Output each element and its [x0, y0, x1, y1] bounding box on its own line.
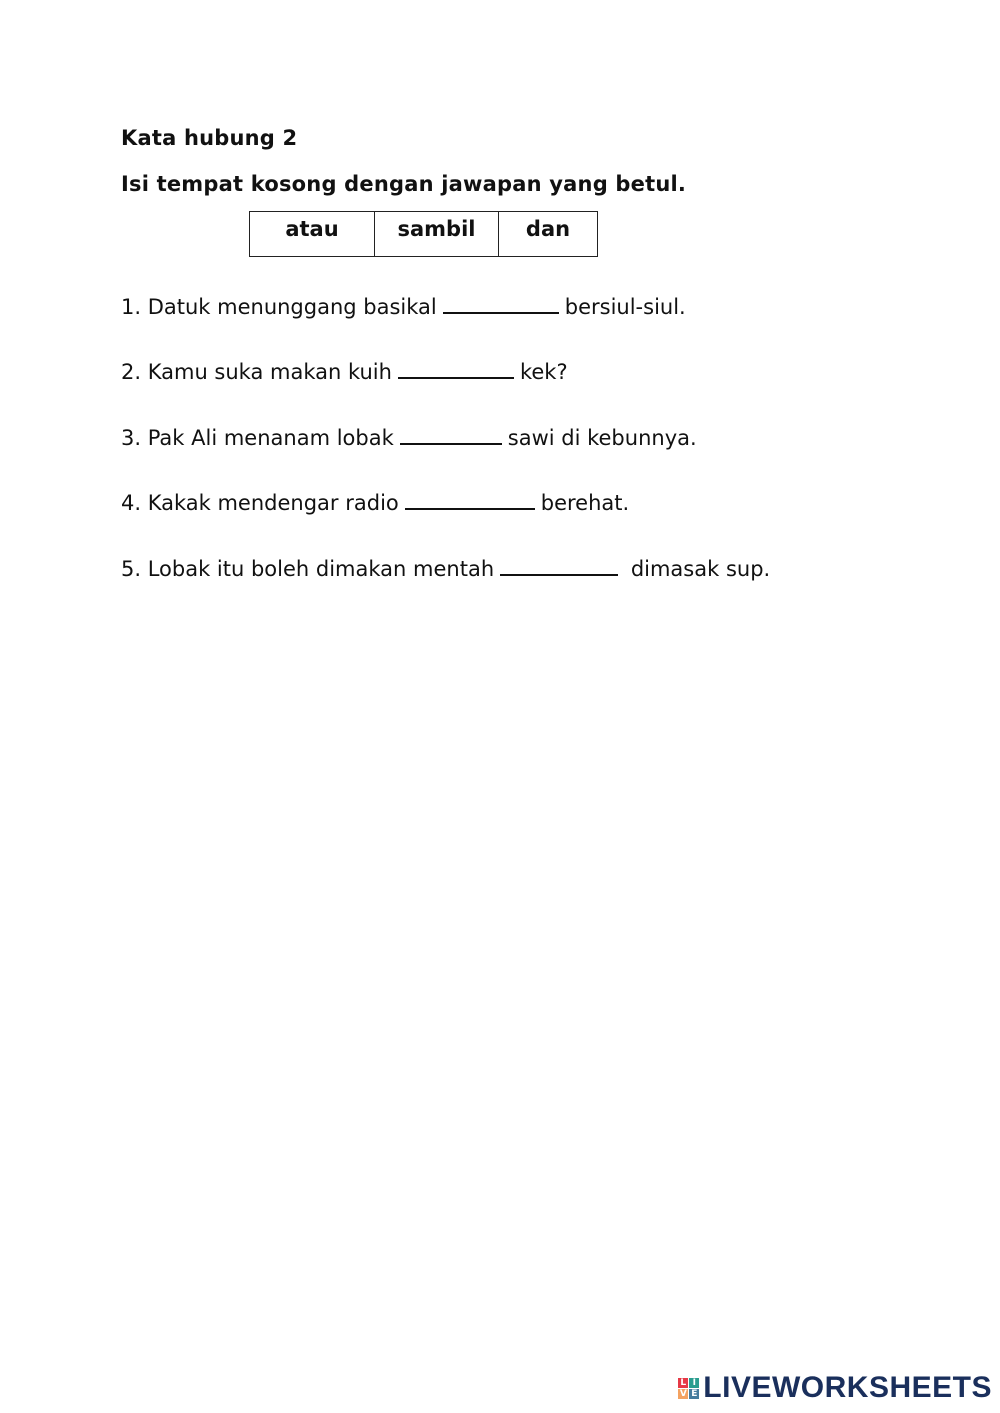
question-4	[121, 490, 629, 515]
word-bank-item-dan: dan	[499, 212, 598, 257]
question-5-after: dimasak sup.	[624, 557, 771, 581]
word-bank-table	[249, 211, 598, 257]
logo-letter-e: E	[691, 1388, 698, 1399]
worksheet-title: Kata hubung 2	[121, 126, 298, 150]
question-1	[121, 294, 686, 319]
word-bank-item-sambil: sambil	[375, 212, 499, 257]
logo-letter-l: L	[678, 1378, 688, 1388]
question-1-before: 1. Datuk menunggang basikal	[121, 295, 437, 319]
liveworksheets-logo	[678, 1371, 992, 1405]
worksheet-instruction: Isi tempat kosong dengan jawapan yang betul.	[121, 172, 687, 196]
question-4-before: 4. Kakak mendengar radio	[121, 491, 399, 515]
question-1-blank[interactable]	[443, 294, 559, 314]
word-bank-item-atau: atau	[250, 212, 375, 257]
question-5	[121, 556, 770, 581]
logo-letter-i: I	[689, 1378, 699, 1388]
logo-mark-icon	[678, 1378, 699, 1399]
question-5-before: 5. Lobak itu boleh dimakan mentah	[121, 557, 495, 581]
question-3-before: 3. Pak Ali menanam lobak	[121, 426, 394, 450]
question-2-before: 2. Kamu suka makan kuih	[121, 360, 392, 384]
logo-letter-v: V	[679, 1388, 687, 1399]
question-2-after: kek?	[519, 360, 568, 384]
question-4-after: berehat.	[540, 491, 630, 515]
word-bank-row	[250, 212, 598, 257]
question-3-after: sawi di kebunnya.	[507, 426, 697, 450]
question-3	[121, 425, 697, 450]
question-1-after: bersiul-siul.	[564, 295, 686, 319]
question-3-blank[interactable]	[400, 425, 502, 445]
question-4-blank[interactable]	[405, 490, 535, 510]
logo-text: LIVEWORKSHEETS	[703, 1371, 992, 1404]
question-2-blank[interactable]	[398, 359, 514, 379]
question-2	[121, 359, 568, 384]
question-5-blank[interactable]	[500, 556, 618, 576]
